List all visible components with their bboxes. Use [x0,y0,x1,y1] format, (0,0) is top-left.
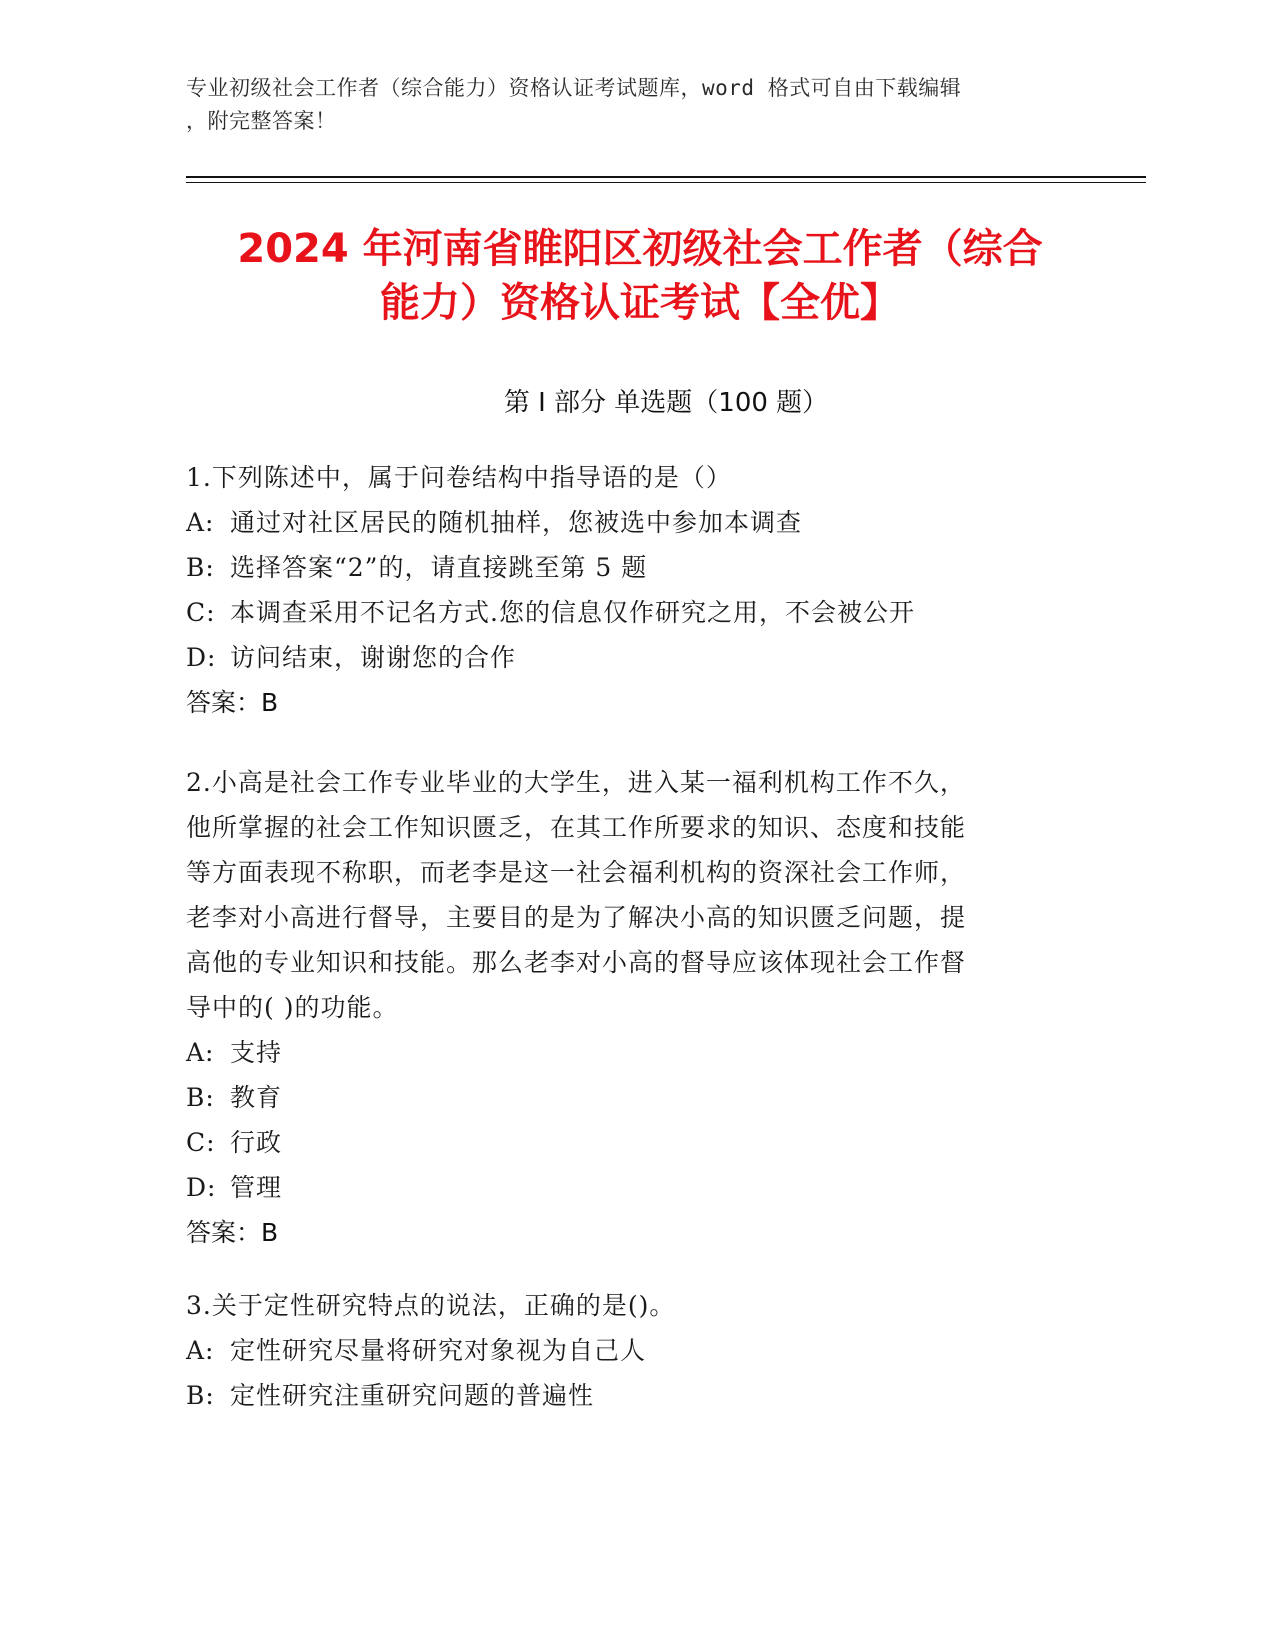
option-letter: B: [186,1381,215,1410]
option-text: 行政 [230,1128,283,1157]
question-stem-line-3: 等方面表现不称职，而老李是这一社会福利机构的资深社会工作师， [186,858,967,887]
option-text: 本调查采用不记名方式.您的信息仅作研究之用，不会被公开 [230,598,915,627]
option-letter: C: [186,598,216,627]
option-b [186,1075,1066,1120]
option-b [186,1373,1066,1418]
option-letter: B: [186,1083,215,1112]
option-letter: A: [186,1038,215,1067]
option-c [186,1120,1066,1165]
option-text: 管理 [230,1173,283,1202]
question-stem-line-2: 他所掌握的社会工作知识匮乏，在其工作所要求的知识、态度和技能 [186,813,967,842]
option-text: 选择答案“2”的，请直接跳至第 5 题 [230,553,648,582]
option-d [186,1165,1066,1210]
option-letter: D: [186,1173,217,1202]
option-letter: C: [186,1128,216,1157]
question-3 [186,1283,1066,1418]
option-text: 教育 [230,1083,283,1112]
option-text: 访问结束，谢谢您的合作 [230,643,517,672]
option-text: 定性研究注重研究问题的普遍性 [230,1381,595,1410]
header-divider-thick [186,176,1146,178]
option-b [186,545,1066,590]
option-a [186,1030,1066,1075]
option-letter: A: [186,508,215,537]
question-2 [186,760,1066,1255]
option-text: 定性研究尽量将研究对象视为自己人 [230,1336,647,1365]
answer-line: 答案：B [186,1218,279,1247]
option-a [186,1328,1066,1373]
header-note-line-1: 专业初级社会工作者（综合能力）资格认证考试题库，word 格式可自由下载编辑 [186,76,962,100]
option-text: 支持 [230,1038,283,1067]
question-stem-line-6: 导中的( )的功能。 [186,993,399,1022]
option-letter: A: [186,1336,215,1365]
option-c [186,590,1066,635]
option-d [186,635,1066,680]
question-stem: 1.下列陈述中，属于问卷结构中指导语的是（） [186,463,732,492]
header-note [186,72,1086,138]
option-text: 通过对社区居民的随机抽样，您被选中参加本调查 [230,508,803,537]
option-letter: D: [186,643,217,672]
question-stem: 3.关于定性研究特点的说法，正确的是()。 [186,1291,676,1320]
question-stem-line-5: 高他的专业知识和技能。那么老李对小高的督导应该体现社会工作督 [186,948,967,977]
question-stem-line-1: 2.小高是社会工作专业毕业的大学生，进入某一福利机构工作不久， [186,768,966,797]
question-stem-line-4: 老李对小高进行督导，主要目的是为了解决小高的知识匮乏问题，提 [186,903,967,932]
option-a [186,500,1066,545]
document-title-line-2: 能力）资格认证考试【全优】 [380,280,900,326]
question-1 [186,455,1066,725]
answer-line: 答案：B [186,688,279,717]
document-title [160,222,1120,330]
header-note-line-2: ，附完整答案！ [186,109,337,133]
header-divider-thin [186,182,1146,183]
option-letter: B: [186,553,215,582]
document-title-line-1: 2024 年河南省睢阳区初级社会工作者（综合 [237,226,1043,272]
section-heading: 第 I 部分 单选题（100 题） [503,388,829,418]
